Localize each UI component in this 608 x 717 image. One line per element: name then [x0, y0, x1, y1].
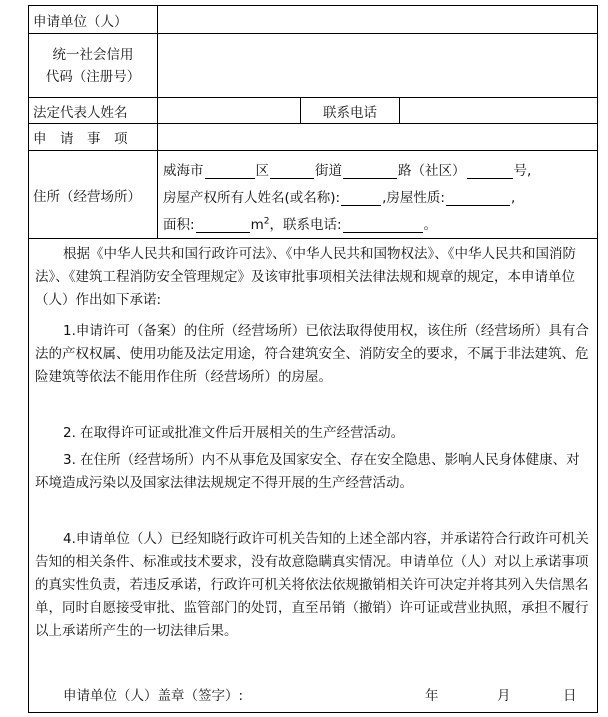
credit-code-field[interactable] — [158, 34, 597, 97]
commitment-item-3: 3. 在住所（经营场所）内不从事危及国家安全、存在安全隐患、影响人民身体健康、对环境造成污染以及国家法律法规规定不得开展的生产经营活动。 — [35, 452, 580, 491]
address-end: 。 — [423, 217, 438, 233]
owner-blank[interactable] — [341, 191, 381, 206]
road-text: 路（社区） — [398, 163, 466, 179]
row-applicant — [29, 6, 597, 34]
city-text: 威海市 — [163, 163, 204, 179]
credit-code-label — [29, 34, 157, 97]
applicant-label: 申请单位（人） — [33, 13, 128, 30]
row-legal-rep — [29, 98, 597, 124]
address-phone-blank[interactable] — [343, 218, 423, 233]
row-credit-code — [29, 34, 597, 98]
contact-phone-label: 联系电话 — [323, 104, 377, 121]
credit-code-label-line2: 代码（注册号） — [45, 68, 141, 85]
apply-item-field[interactable] — [158, 124, 597, 150]
area-label: 面积: — [163, 217, 195, 233]
signature-year: 年 — [425, 688, 439, 704]
street-text: 街道 — [315, 163, 342, 179]
number-text: 号, — [513, 163, 532, 179]
row-apply-item — [29, 124, 597, 151]
area-blank[interactable] — [196, 218, 250, 233]
street-blank[interactable] — [270, 164, 314, 179]
road-blank[interactable] — [343, 164, 397, 179]
district-blank[interactable] — [205, 164, 255, 179]
house-nature-label: ,房屋性质: — [382, 190, 445, 206]
district-text: 区 — [255, 163, 269, 179]
legal-rep-field[interactable] — [158, 98, 300, 123]
address-line-1 — [163, 159, 531, 179]
address-phone-label: ，联系电话: — [269, 217, 342, 233]
commitment-item-1: 1.申请许可（备案）的住所（经营场所）已依法取得使用权，该住所（经营场所）具有合法的产权权属、使用功能及法定用途，符合建筑安全、消防安全的要求，不属于非法建筑、危险建筑等依法不能用作住所（经营场所）的房屋。 — [35, 323, 589, 385]
area-unit: $m^2$ — [250, 216, 270, 233]
signature-day: 日 — [563, 688, 577, 704]
legal-rep-label: 法定代表人姓名 — [33, 104, 128, 121]
commitment-form — [28, 5, 598, 713]
signature-month: 月 — [497, 688, 511, 704]
owner-label: 房屋产权所有人姓名(或名称): — [163, 190, 341, 206]
credit-code-label-line1: 统一社会信用 — [52, 46, 134, 63]
apply-item-label: 申 请 事 项 — [33, 131, 128, 147]
address-line-2: 房屋产权所有人姓名(或名称): ,房屋性质: , — [163, 190, 516, 206]
signature-row — [29, 680, 597, 708]
commitment-item-2: 2. 在取得许可证或批准文件后开展相关的生产经营活动。 — [63, 425, 405, 441]
house-nature-blank[interactable] — [446, 191, 510, 206]
signature-label: 申请单位（人）盖章（签字）: — [63, 688, 244, 704]
commitment-item-4: 4.申请单位（人）已经知晓行政许可机关告知的上述全部内容，并承诺符合行政许可机关告知的相关条件、标准或技术要求，没有故意隐瞒真实情况。申请单位（人）对以上承诺事项的真实性负责，若违反承诺，行政许可机关将依法依规撤销相关许可决定并将其列入失信黑名单，同时自愿接受审批、监管部门的处罚，直至吊销（撤销）许可证或营业执照，承担不履行以上承诺所产生的一切法律后果。 — [35, 531, 589, 639]
address-label: 住所（经营场所） — [33, 188, 141, 205]
applicant-field[interactable] — [158, 6, 597, 33]
address-line-3 — [163, 213, 437, 233]
commitment-intro: 根据《中华人民共和国行政许可法》、《中华人民共和国物权法》、《中华人民共和国消防法》、《建筑工程消防安全管理规定》及该审批事项相关法律法规和规章的规定，本申请单位（人）作出如下承诺: — [35, 246, 576, 308]
number-blank[interactable] — [467, 164, 513, 179]
row-address — [29, 151, 597, 239]
contact-phone-field[interactable] — [400, 98, 597, 123]
